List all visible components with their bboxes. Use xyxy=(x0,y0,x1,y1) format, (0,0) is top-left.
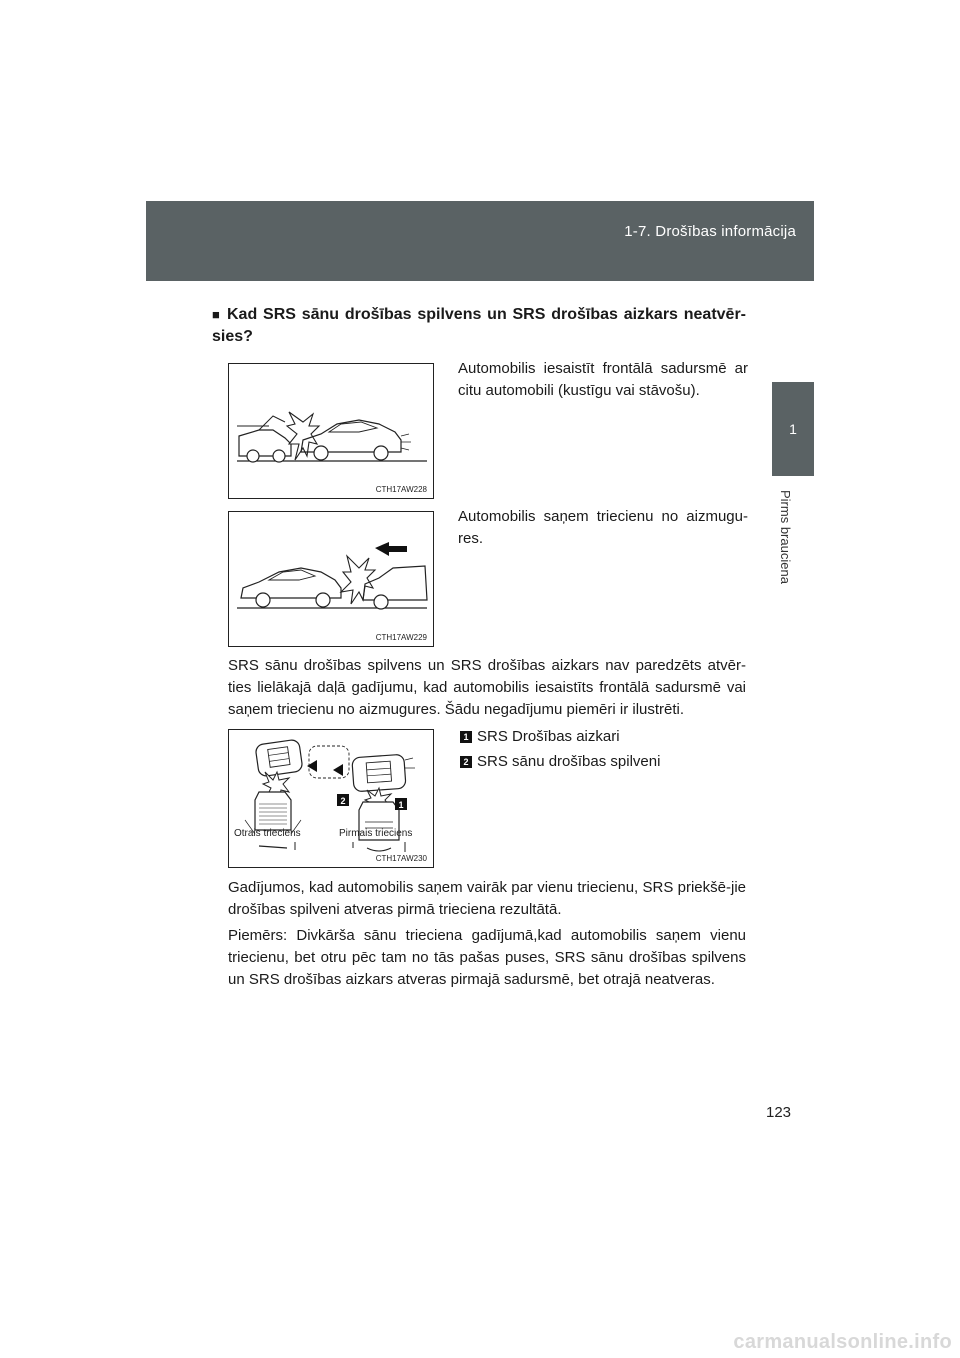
chapter-tab-number: 1 xyxy=(789,421,797,437)
chapter-side-label: Pirms braucienа xyxy=(778,490,793,584)
rear-collision-illustration xyxy=(229,512,435,648)
watermark: carmanualsonline.info xyxy=(733,1331,952,1353)
section-heading xyxy=(212,304,746,348)
chapter-header xyxy=(146,201,814,281)
square-bullet-icon: ■ xyxy=(212,307,220,322)
figure-frontal-collision xyxy=(228,363,434,499)
number-1-icon: 1 xyxy=(460,731,472,743)
figure-caption-frontal: Automobilis iesaistīt frontālā sadursmē ar citu automobili (kustīgu vai stāvošu). xyxy=(458,360,748,399)
legend-item xyxy=(460,727,620,747)
chapter-title: 1-7. Drošības informācija xyxy=(624,223,796,240)
figure-rear-collision xyxy=(228,511,434,647)
legend-label: SRS Drošības aizkari xyxy=(477,728,620,745)
legend-item xyxy=(460,752,660,772)
section-heading-text: Kad SRS sānu drošības spilvens un SRS drošības aizkars neatvēr-sies? xyxy=(212,306,746,345)
legend-label: SRS sānu drošības spilveni xyxy=(477,753,661,770)
figure-caption-rear: Automobilis saņem triecienu no aizmugu-res. xyxy=(458,508,748,547)
svg-text:2: 2 xyxy=(340,796,346,806)
figure-code: CTH17AW229 xyxy=(375,633,427,642)
svg-text:1: 1 xyxy=(398,800,404,810)
paragraph-3: Piemērs: Divkārša sānu trieciena gadījumā,kad automobilis saņem vienu triecienu, bet otru pēc tam no tās pašas puses, SRS sānu drošības spilvens un SRS drošības aizkars atveras pirmajā sadursmē, bet otrajā neatveras. xyxy=(228,927,746,988)
chapter-tab xyxy=(772,382,814,476)
frontal-collision-illustration xyxy=(229,364,435,500)
figure-code: CTH17AW228 xyxy=(375,485,427,494)
figure-label-first-impact: Pirmais trieciens xyxy=(339,828,413,839)
paragraph-2: Gadījumos, kad automobilis saņem vairāk par vienu triecienu, SRS priekšē-jie drošības spilveni atveras pirmā trieciena rezultātā. xyxy=(228,879,746,918)
figure-code: CTH17AW230 xyxy=(375,854,427,863)
double-side-impact-illustration xyxy=(229,730,435,869)
figure-label-second-impact: Otrais trieciens xyxy=(234,828,301,839)
page-number: 123 xyxy=(766,1104,792,1121)
figure-double-side-impact xyxy=(228,729,434,868)
number-2-icon: 2 xyxy=(460,756,472,768)
paragraph-1: SRS sānu drošības spilvens un SRS drošības aizkars nav paredzēts atvēr-ties lielākajā daļā gadījumu, kad automobilis iesaistīts frontālā sadursmē vai saņem triecienu no aizmugures. Šādu negadījumu piemēri ir ilustrēti. xyxy=(228,657,746,718)
